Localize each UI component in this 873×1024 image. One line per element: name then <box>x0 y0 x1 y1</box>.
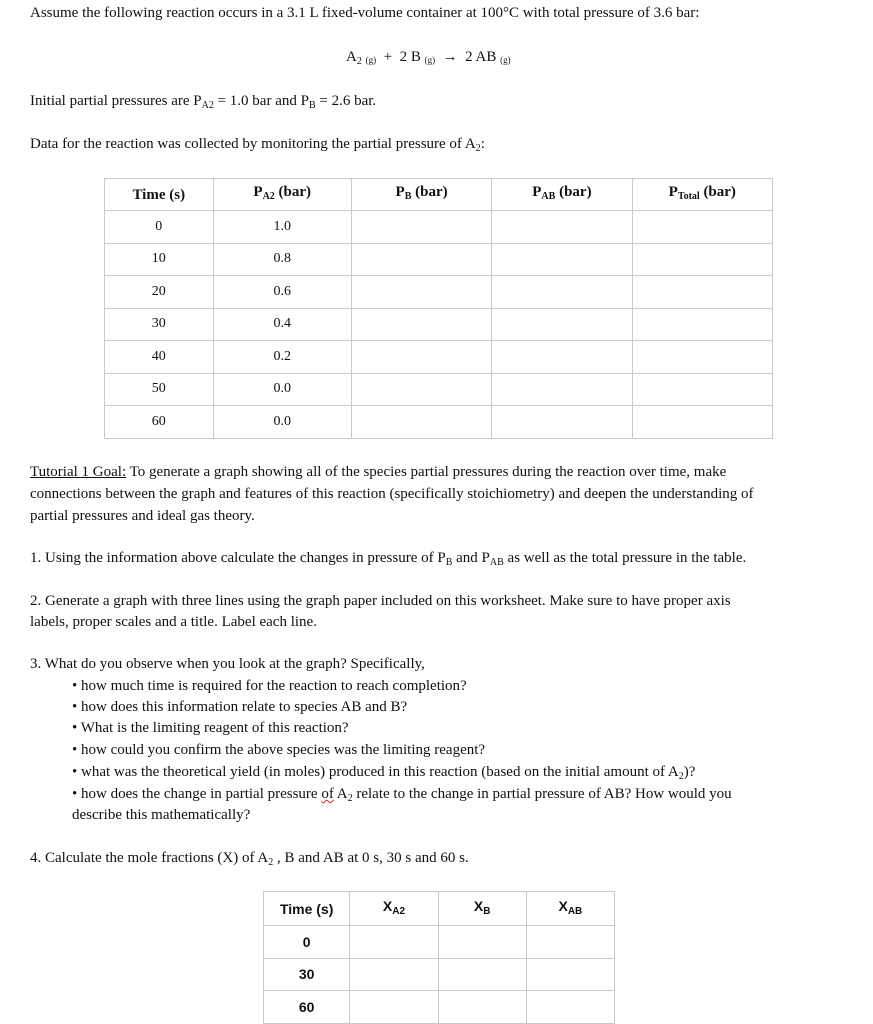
product-ab: 2 AB <box>465 49 497 65</box>
reactant-b-phase: (g) <box>424 55 436 65</box>
cell-time: 0 <box>264 926 350 959</box>
header-pa2-p: P <box>253 184 263 200</box>
goal-line-1 <box>30 462 726 482</box>
initial-sub-a2: A2 <box>201 100 214 111</box>
header-time-label: Time (s) <box>132 186 186 203</box>
cell-pa2: 0.8 <box>213 243 351 276</box>
header-pa2 <box>213 179 351 211</box>
header-pab-sub: AB <box>541 191 556 202</box>
cell-time: 50 <box>105 373 214 406</box>
cell-pab[interactable] <box>492 243 632 276</box>
header-xab-sub: AB <box>567 905 583 917</box>
pressure-table <box>104 178 773 439</box>
cell-xab[interactable] <box>526 926 614 959</box>
plus-sign: + <box>383 49 393 65</box>
question-3-bullet-3: • What is the limiting reagent of this reaction? <box>72 720 349 736</box>
product-ab-phase: (g) <box>500 55 511 65</box>
cell-time: 0 <box>105 211 214 244</box>
q3-b6-of: of <box>321 786 334 802</box>
header-pab <box>492 179 632 211</box>
table-row <box>264 991 615 1024</box>
cell-pb[interactable] <box>351 243 491 276</box>
cell-pa2: 0.4 <box>213 308 351 341</box>
cell-time: 30 <box>105 308 214 341</box>
header-xa2 <box>350 892 438 926</box>
header-pb <box>351 179 491 211</box>
header-xb-sub: B <box>483 905 491 917</box>
cell-pab[interactable] <box>492 211 632 244</box>
goal-line-3: partial pressures and ideal gas theory. <box>30 508 255 524</box>
goal-text-1: To generate a graph showing all of the species partial pressures during the reaction over time, make <box>126 464 727 480</box>
cell-time: 40 <box>105 341 214 374</box>
reaction-arrow-icon: → <box>442 49 458 65</box>
cell-ptotal[interactable] <box>632 243 772 276</box>
question-3-bullet-2: • how does this information relate to species AB and B? <box>72 699 408 715</box>
header-xa2-x: X <box>382 897 393 914</box>
q4-sub: 2 <box>268 857 274 868</box>
header-time-label: Time (s) <box>279 900 334 917</box>
cell-ptotal[interactable] <box>632 211 772 244</box>
header-time <box>105 179 214 211</box>
header-xb <box>438 892 526 926</box>
pressure-table-header <box>105 179 773 211</box>
q1-text-c: as well as the total pressure in the table. <box>503 550 747 566</box>
q3-b6-sub: 2 <box>347 793 353 804</box>
header-ptotal-sub: Total <box>677 191 700 202</box>
cell-pb[interactable] <box>351 211 491 244</box>
question-2-line-2: labels, proper scales and a title. Label each line. <box>30 614 317 630</box>
q3-b5-sub: 2 <box>678 771 684 782</box>
cell-xa2[interactable] <box>350 958 438 991</box>
header-ptotal-unit: (bar) <box>699 184 736 200</box>
cell-ptotal[interactable] <box>632 341 772 374</box>
table-row <box>105 243 773 276</box>
cell-pab[interactable] <box>492 373 632 406</box>
cell-xb[interactable] <box>438 926 526 959</box>
mole-fraction-table-header <box>264 892 615 926</box>
question-2-line-1: 2. Generate a graph with three lines using the graph paper included on this worksheet. Make sure to have proper axis <box>30 593 731 609</box>
table-row <box>105 211 773 244</box>
table-row <box>264 926 615 959</box>
data-note <box>30 134 485 159</box>
initial-sub-b: B <box>308 100 316 111</box>
data-note-text: Data for the reaction was collected by monitoring the partial pressure of A <box>30 136 476 152</box>
q3-b6-text-a: • how does the change in partial pressure <box>72 786 322 802</box>
question-4 <box>30 848 469 873</box>
cell-pa2: 0.6 <box>213 276 351 309</box>
q1-text-a: 1. Using the information above calculate the changes in pressure of P <box>30 550 446 566</box>
reactant-a-phase: (g) <box>365 55 377 65</box>
header-pb-unit: (bar) <box>411 184 448 200</box>
header-ptotal <box>632 179 772 211</box>
initial-text-3: = 2.6 bar. <box>315 93 377 109</box>
cell-xa2[interactable] <box>350 926 438 959</box>
cell-time: 60 <box>105 406 214 439</box>
cell-pa2: 1.0 <box>213 211 351 244</box>
cell-ptotal[interactable] <box>632 406 772 439</box>
cell-pb[interactable] <box>351 406 491 439</box>
question-3-bullet-1: • how much time is required for the reaction to reach completion? <box>72 678 467 694</box>
cell-xa2[interactable] <box>350 991 438 1024</box>
cell-time: 30 <box>264 958 350 991</box>
reaction-equation <box>346 47 511 72</box>
q3-b5-text: • what was the theoretical yield (in moles) produced in this reaction (based on the initial amount of A <box>72 764 679 780</box>
cell-xb[interactable] <box>438 991 526 1024</box>
reactant-a: A <box>346 49 357 65</box>
cell-pb[interactable] <box>351 308 491 341</box>
header-xb-x: X <box>473 897 484 914</box>
q3-b6-text-b: A <box>333 786 348 802</box>
cell-time: 20 <box>105 276 214 309</box>
cell-xb[interactable] <box>438 958 526 991</box>
table-row <box>264 958 615 991</box>
question-3-bullet-6-line-2: describe this mathematically? <box>72 807 251 823</box>
q1-text-b: and P <box>452 550 490 566</box>
cell-pb[interactable] <box>351 373 491 406</box>
initial-text-2: = 1.0 bar and P <box>213 93 309 109</box>
intro-text: Assume the following reaction occurs in a 3.1 L fixed-volume container at 100°C with total pressure of 3.6 bar: <box>30 5 700 21</box>
cell-pab[interactable] <box>492 308 632 341</box>
data-note-end: : <box>480 136 485 152</box>
header-xa2-sub: A2 <box>392 905 406 917</box>
header-pab-unit: (bar) <box>555 184 592 200</box>
mole-fraction-table <box>263 891 615 1024</box>
table-row <box>105 276 773 309</box>
table-row <box>105 308 773 341</box>
cell-pa2: 0.2 <box>213 341 351 374</box>
cell-xab[interactable] <box>526 958 614 991</box>
cell-ptotal[interactable] <box>632 308 772 341</box>
cell-xab[interactable] <box>526 991 614 1024</box>
cell-ptotal[interactable] <box>632 373 772 406</box>
question-3-intro: 3. What do you observe when you look at the graph? Specifically, <box>30 656 425 672</box>
q1-sub-b: B <box>445 557 453 568</box>
cell-pa2: 0.0 <box>213 373 351 406</box>
q3-b6-text-c: relate to the change in partial pressure of AB? How would you <box>352 786 732 802</box>
cell-pa2: 0.0 <box>213 406 351 439</box>
header-pb-sub: B <box>404 191 412 202</box>
cell-time: 10 <box>105 243 214 276</box>
q3-b5-end: )? <box>683 764 696 780</box>
q4-text-a: 4. Calculate the mole fractions (X) of A <box>30 850 269 866</box>
table-row <box>105 406 773 439</box>
cell-pab[interactable] <box>492 341 632 374</box>
header-ptotal-p: P <box>668 184 678 200</box>
header-time <box>264 892 350 926</box>
goal-line-2: connections between the graph and features of this reaction (specifically stoichiometry) and deepen the understanding of <box>30 486 754 502</box>
header-xab-x: X <box>558 897 568 914</box>
cell-pab[interactable] <box>492 276 632 309</box>
header-pa2-unit: (bar) <box>274 184 312 200</box>
table-row <box>105 373 773 406</box>
cell-time: 60 <box>264 991 350 1024</box>
cell-pb[interactable] <box>351 341 491 374</box>
initial-pressures <box>30 91 376 116</box>
question-3-bullet-4: • how could you confirm the above species was the limiting reagent? <box>72 742 486 758</box>
cell-pb[interactable] <box>351 276 491 309</box>
data-note-sub: 2 <box>475 143 481 154</box>
question-1 <box>30 548 746 573</box>
q1-sub-ab: AB <box>489 557 504 568</box>
cell-pab[interactable] <box>492 406 632 439</box>
header-pb-p: P <box>395 184 405 200</box>
reactant-a-subscript: 2 <box>356 56 362 67</box>
cell-ptotal[interactable] <box>632 276 772 309</box>
header-pab-p: P <box>532 184 542 200</box>
goal-label: Tutorial 1 Goal: <box>30 464 127 480</box>
header-pa2-sub: A2 <box>262 191 275 202</box>
initial-text-1: Initial partial pressures are P <box>30 93 202 109</box>
q4-text-b: , B and AB at 0 s, 30 s and 60 s. <box>273 850 469 866</box>
reactant-b: 2 B <box>399 49 421 65</box>
table-row <box>105 341 773 374</box>
header-xab <box>526 892 614 926</box>
